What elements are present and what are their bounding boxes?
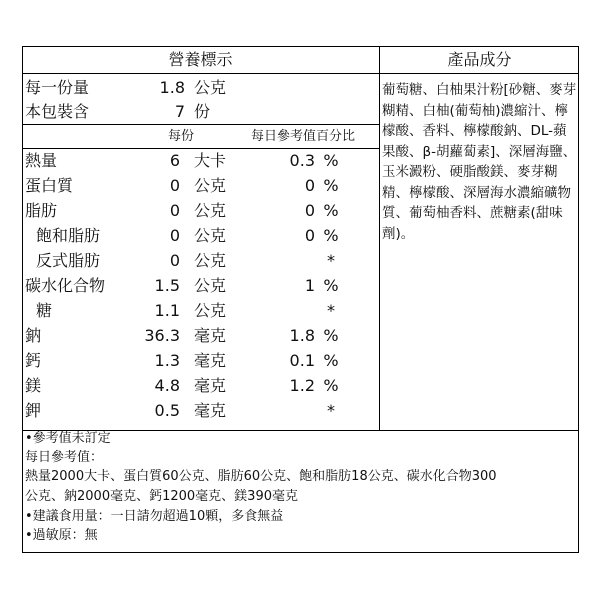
ingredients-title: 產品成分: [447, 50, 512, 69]
nutrient-name: 脂肪: [25, 201, 58, 220]
nutrient-value: 6: [169, 151, 180, 170]
nutrient-value: 0: [169, 251, 180, 270]
nutrient-unit: 公克: [194, 176, 227, 195]
servings-per-pack-unit: 份: [194, 102, 211, 121]
nutrient-unit: 毫克: [194, 401, 227, 420]
nutrient-percent-sign: %: [323, 326, 339, 345]
nutrient-daily-value: 0: [304, 226, 315, 245]
nutrient-percent-sign: %: [323, 151, 339, 170]
nutrient-value: 0: [169, 176, 180, 195]
nutrient-name: 鈉: [25, 326, 42, 345]
nutrient-daily-value: 1: [304, 276, 315, 295]
nutrient-unit: 公克: [194, 201, 227, 220]
nutrient-value: 0: [169, 226, 180, 245]
footnote-undefined: •參考值未訂定: [25, 431, 111, 446]
nutrient-value: 1.3: [154, 351, 180, 370]
nutrient-daily-value: 0.3: [289, 151, 315, 170]
column-divider: [379, 46, 380, 431]
servings-per-pack-label: 本包裝含: [25, 102, 90, 121]
nutrient-percent-sign: %: [323, 351, 339, 370]
daily-reference-label: 每日參考值：: [25, 450, 104, 465]
nutrient-name: 熱量: [25, 151, 58, 170]
nutrient-value: 4.8: [154, 376, 180, 395]
nutrient-percent-sign: %: [323, 176, 339, 195]
nutrient-name: 碳水化合物: [25, 276, 106, 295]
serving-size-label: 每一份量: [25, 78, 90, 97]
nutrient-name: 鈣: [25, 351, 42, 370]
suggested-intake: •建議食用量：一日請勿超過10顆，多食無益: [25, 509, 284, 524]
nutrient-daily-value: 0: [304, 176, 315, 195]
nutrient-unit: 公克: [194, 251, 227, 270]
serving-size-unit: 公克: [194, 78, 227, 97]
nutrient-percent-sign: %: [323, 276, 339, 295]
nutrient-value: 36.3: [144, 326, 180, 345]
nutrient-name: 鉀: [25, 401, 42, 420]
nutrient-unit: 公克: [194, 226, 227, 245]
nutrient-daily-value: 1.2: [289, 376, 315, 395]
nutrient-daily-value: 1.8: [289, 326, 315, 345]
nutrient-name: 飽和脂肪: [36, 226, 101, 245]
serving-divider: [22, 124, 379, 125]
serving-size-value: 1.8: [159, 78, 185, 97]
nutrient-unit: 毫克: [194, 326, 227, 345]
nutrient-value: 1.1: [154, 301, 180, 320]
nutrient-value: 1.5: [154, 276, 180, 295]
title-divider: [22, 73, 579, 74]
nutrient-unit: 毫克: [194, 376, 227, 395]
nutrient-value: 0.5: [154, 401, 180, 420]
servings-per-pack-value: 7: [174, 102, 185, 121]
nutrient-daily-value: 0: [304, 201, 315, 220]
nutrient-name: 鎂: [25, 376, 42, 395]
nutrient-name: 糖: [36, 301, 53, 320]
nutrition-title: 營養標示: [168, 50, 233, 69]
nutrient-percent-sign: %: [323, 376, 339, 395]
nutrient-name: 反式脂肪: [36, 251, 101, 270]
nutrient-unit: 公克: [194, 301, 227, 320]
daily-reference-values-line1: 熱量2000大卡、蛋白質60公克、脂肪60公克、飽和脂肪18公克、碳水化合物300: [25, 469, 497, 484]
header-divider: [22, 148, 379, 149]
daily-reference-values-line2: 公克、鈉2000毫克、鈣1200毫克、鎂390毫克: [25, 489, 298, 504]
nutrient-percent-sign: *: [327, 301, 335, 320]
nutrient-percent-sign: %: [323, 226, 339, 245]
nutrient-unit: 大卡: [194, 151, 227, 170]
nutrient-value: 0: [169, 201, 180, 220]
nutrient-percent-sign: %: [323, 201, 339, 220]
per-serving-header: 每份: [168, 129, 195, 144]
nutrient-percent-sign: *: [327, 401, 335, 420]
ingredients-text: 葡萄糖、白柚果汁粉[砂糖、麥芽糊精、白柚(葡萄柚)濃縮汁、檸檬酸、香料、檸檬酸鈉、DL-蘋果酸、β-胡蘿蔔素]、深層海鹽、玉米澱粉、硬脂酸鎂、麥芽糊精、檸檬酸、深層海水濃縮礦物質、葡萄柚香料、蔗糖素(甜味劑)。: [382, 82, 577, 242]
nutrient-unit: 毫克: [194, 351, 227, 370]
nutrient-unit: 公克: [194, 276, 227, 295]
nutrient-percent-sign: *: [327, 251, 335, 270]
allergen-note: •過敏原：無: [25, 528, 98, 543]
nutrient-daily-value: 0.1: [289, 351, 315, 370]
daily-value-header: 每日參考值百分比: [251, 129, 356, 144]
nutrient-name: 蛋白質: [25, 176, 74, 195]
